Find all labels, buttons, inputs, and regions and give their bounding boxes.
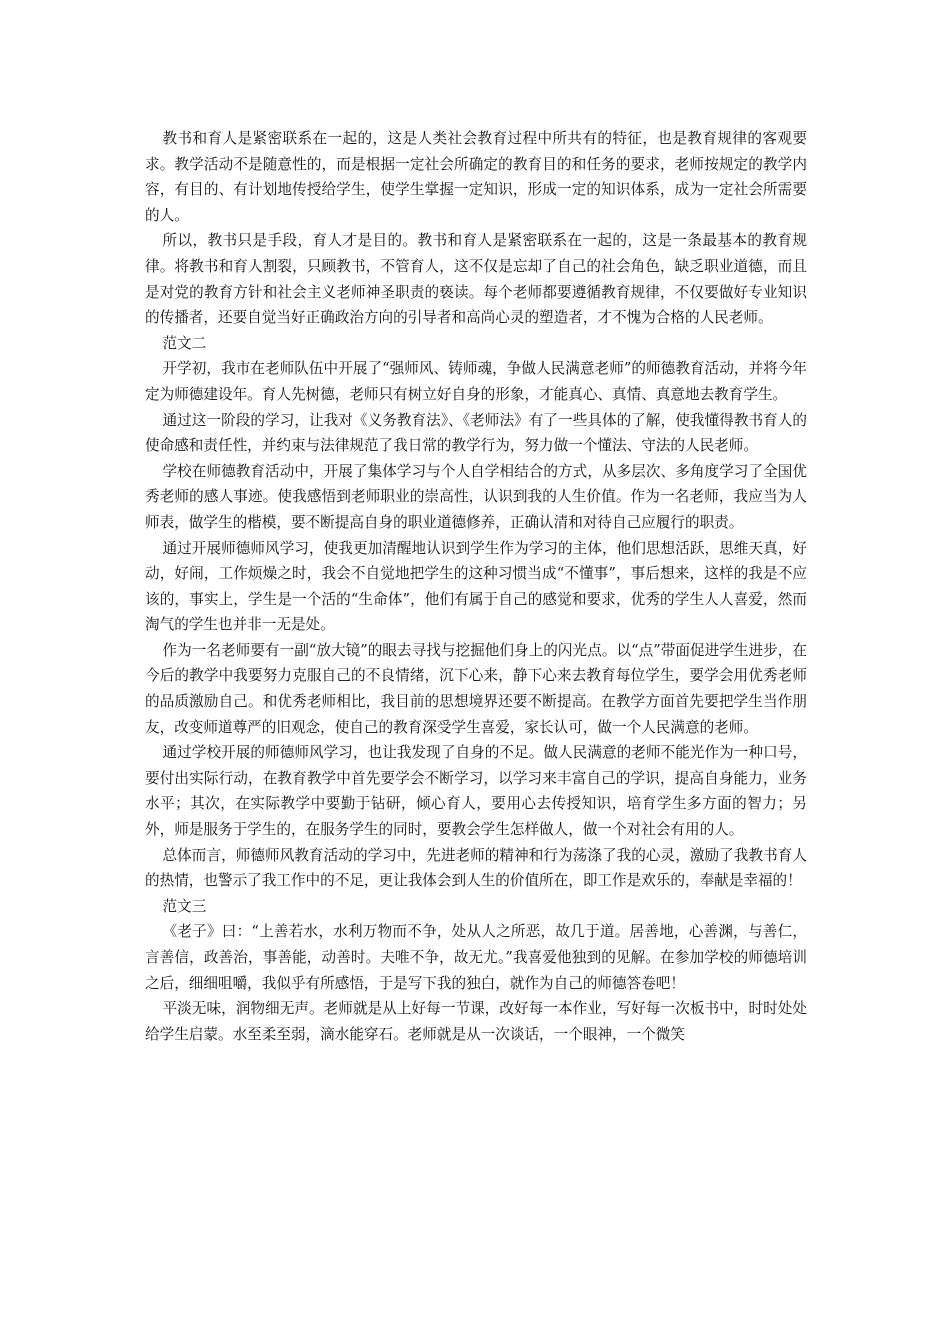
paragraph-2: 所以，教书只是手段，育人才是目的。教书和育人是紧密联系在一起的，这是一条最基本的教育规律。将教书和育人割裂，只顾教书，不管育人，这不仅是忘却了自己的社会角色，缺乏职业道德，而且是对党的教育方针和社会主义老师神圣职责的亵读。每个老师都要遵循教育规律，不仅要做好专业知识的传播者，还要自觉当好正确政治方向的引导者和高尚心灵的塑造者，才不愧为合格的人民老师。 (145, 232, 807, 327)
paragraph-10: 《老子》曰：“上善若水，水利万物而不争，处从人之所恶，故几于道。居善地，心善渊，与善仁，言善信，政善治，事善能，动善时。夫唯不争，故无尤。”我喜爱他独到的见解。在参加学校的师德培训之后，细细咀嚼，我似乎有所感悟，于是写下我的独白，就作为自己的师德答卷吧！ (145, 923, 807, 992)
section-heading-2: 范文二 (162, 334, 207, 352)
paragraph-9: 总体而言，师德师风教育活动的学习中，先进老师的精神和行为荡涤了我的心灵，激励了我教书育人的热情，也警示了我工作中的不足，更让我体会到人生的价值所在，即工作是欢乐的，奉献是幸福的！ (145, 846, 807, 890)
paragraph-5: 学校在师德教育活动中，开展了集体学习与个人自学相结合的方式，从多层次、多角度学习了全国优秀老师的感人事迹。使我感悟到老师职业的崇高性，认识到我的人生价值。作为一名老师，我应当为人师表，做学生的楷模，要不断提高自身的职业道德修养，正确认清和对待自己应履行的职责。 (145, 462, 807, 531)
paragraph-4: 通过这一阶段的学习，让我对《义务教育法》、《老师法》有了一些具体的了解，使我懂得教书育人的使命感和责任性，并约束与法律规范了我日常的教学行为，努力做一个懂法、守法的人民老师。 (145, 411, 807, 455)
paragraph-3: 开学初，我市在老师队伍中开展了“强师风、铸师魂，争做人民满意老师”的师德教育活动，并将今年定为师德建设年。育人先树德，老师只有树立好自身的形象，才能真心、真情、真意地去教育学生。 (145, 360, 807, 403)
section-heading-3: 范文三 (162, 897, 207, 915)
paragraph-8: 通过学校开展的师德师风学习，也让我发现了自身的不足。做人民满意的老师不能光作为一种口号，要付出实际行动，在教育教学中首先要学会不断学习，以学习来丰富自己的学识，提高自身能力，业务水平；其次，在实际教学中要勤于钻研，倾心育人，要用心去传授知识，培育学生多方面的智力；另外，师是服务于学生的，在服务学生的同时，要教会学生怎样做人，做一个对社会有用的人。 (145, 744, 807, 839)
paragraph-7: 作为一名老师要有一副“放大镜”的眼去寻找与挖掘他们身上的闪光点。以“点”带面促进学生进步，在今后的教学中我要努力克服自己的不良情绪，沉下心来，静下心来去教育每位学生，要学会用优秀老师的品质激励自己。和优秀老师相比，我目前的思想境界还要不断提高。在教学方面首先要把学生当作朋友，改变师道尊严的旧观念，使自己的教育深受学生喜爱，家长认可，做一个人民满意的老师。 (145, 641, 807, 736)
document-page (145, 126, 807, 1047)
paragraph-6: 通过开展师德师风学习，使我更加清醒地认识到学生作为学习的主体，他们思想活跃，思维天真，好动，好闹，工作烦燥之时，我会不自觉地把学生的这种习惯当成“不懂事”，事后想来，这样的我是不应该的，事实上，学生是一个活的“生命体”，他们有属于自己的感觉和要求，优秀的学生人人喜爱，然而淘气的学生也并非一无是处。 (145, 539, 807, 634)
paragraph-1: 教书和育人是紧密联系在一起的，这是人类社会教育过程中所共有的特征，也是教育规律的客观要求。教学活动不是随意性的，而是根据一定社会所确定的教育目的和任务的要求，老师按规定的教学内容，有目的、有计划地传授给学生，使学生掌握一定知识，形成一定的知识体系，成为一定社会所需要的人。 (145, 130, 807, 224)
paragraph-11: 平淡无味，润物细无声。老师就是从上好每一节课，改好每一本作业，写好每一次板书中，时时处处给学生启蒙。水至柔至弱，滴水能穿石。老师就是从一次谈话，一个眼神，一个微笑 (145, 1000, 807, 1043)
